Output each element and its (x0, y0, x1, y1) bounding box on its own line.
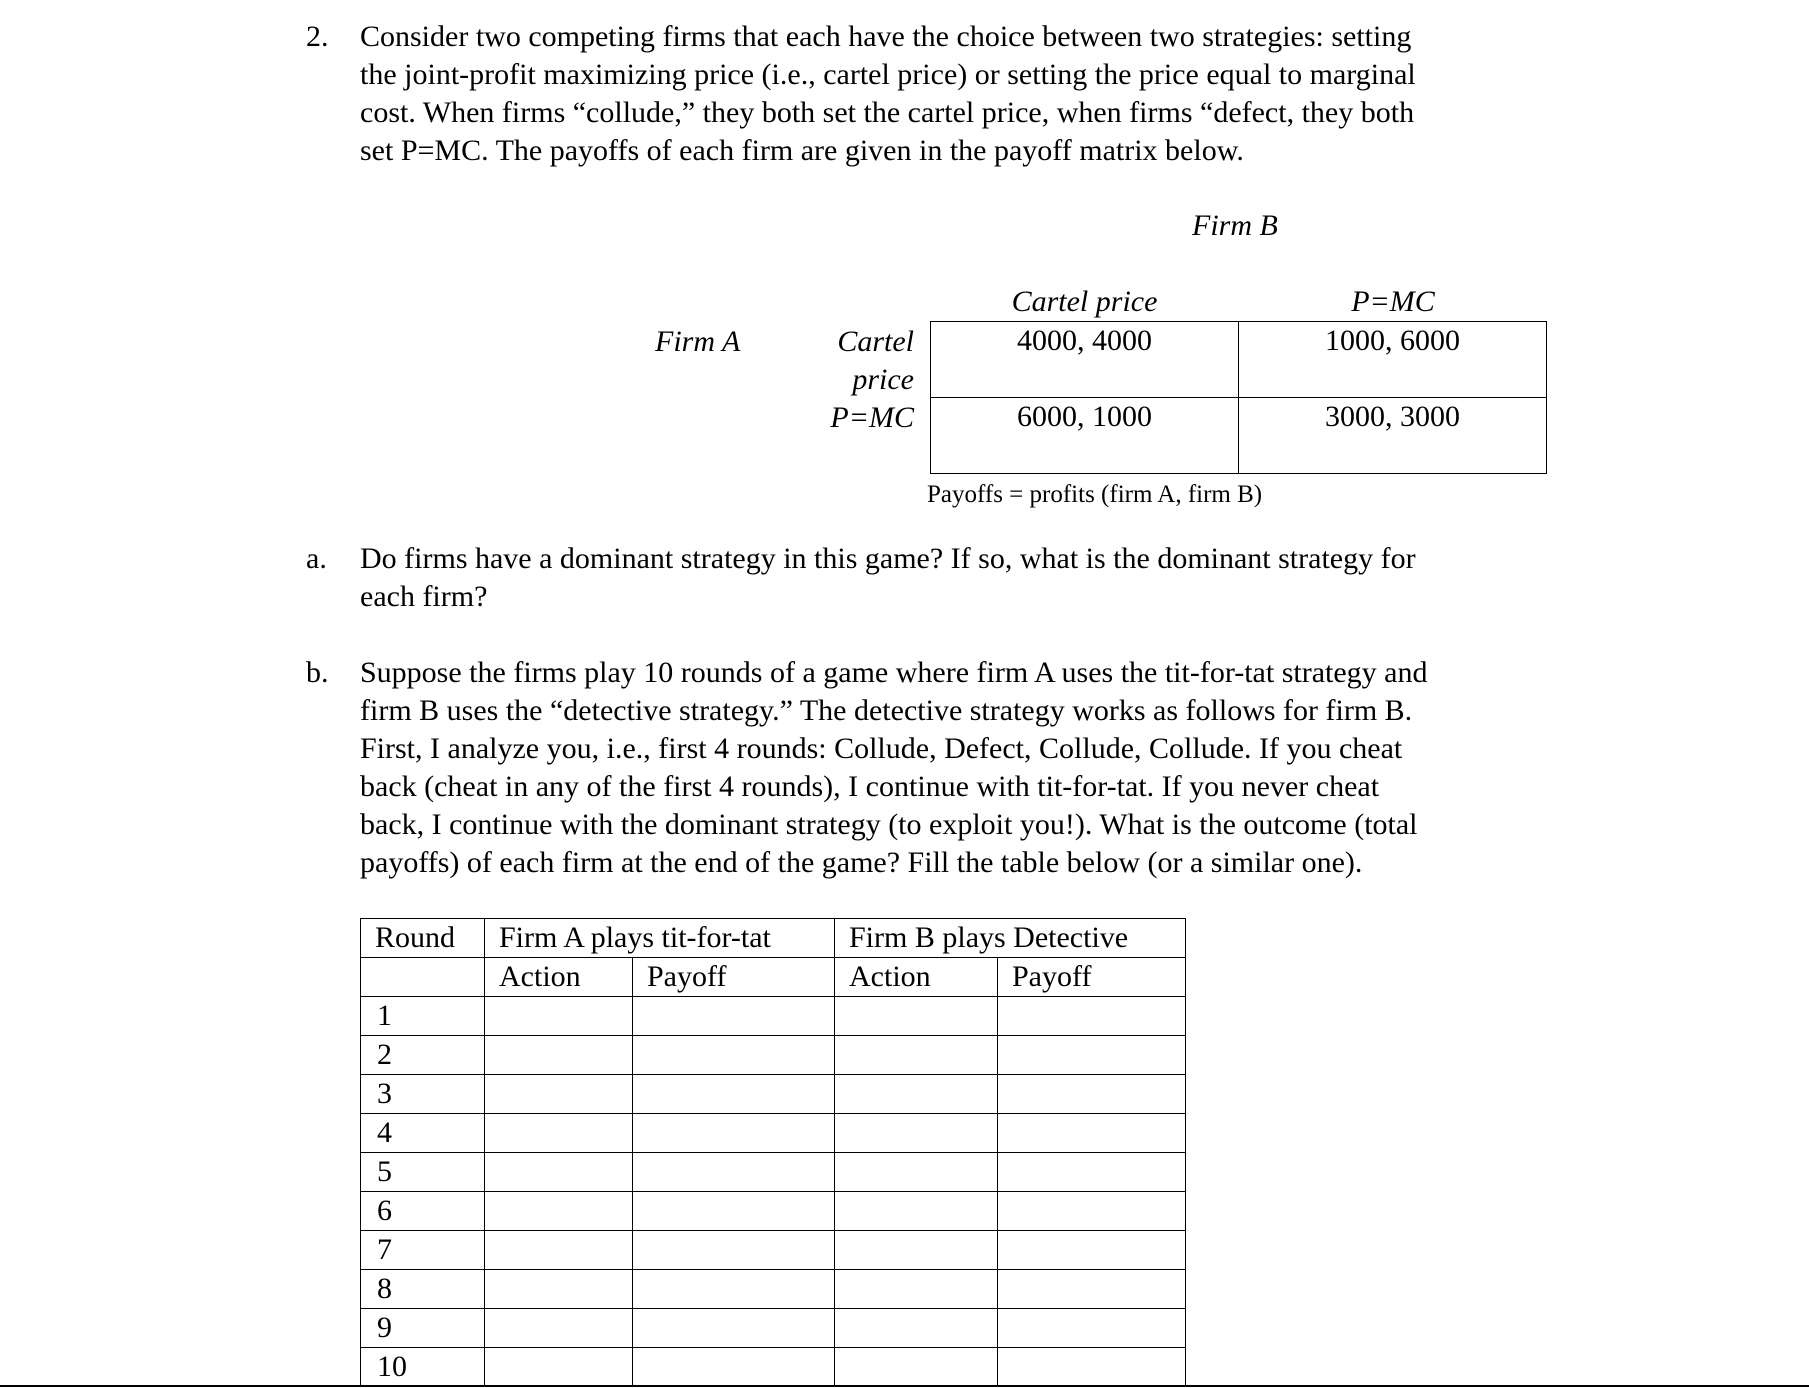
empty-cell (361, 958, 485, 997)
firm-b-action-cell[interactable] (835, 1153, 998, 1192)
part-a-text (360, 540, 1560, 616)
firm-b-payoff-cell[interactable] (998, 1231, 1186, 1270)
firm-b-action-cell[interactable] (835, 1309, 998, 1348)
firm-a-action-cell[interactable] (485, 1192, 633, 1231)
table-row (361, 1231, 1186, 1270)
table-row (361, 1036, 1186, 1075)
firm-b-action-cell[interactable] (835, 997, 998, 1036)
firm-a-action-cell[interactable] (485, 1075, 633, 1114)
question-text (360, 18, 1560, 170)
firm-b-payoff-cell[interactable] (998, 1309, 1186, 1348)
firm-a-payoff-cell[interactable] (633, 1192, 835, 1231)
firm-a-action-cell[interactable] (485, 1309, 633, 1348)
text-line: Suppose the firms play 10 rounds of a game where firm A uses the tit-for-tat strategy and (360, 656, 1428, 689)
round-header: Round (361, 919, 485, 958)
text-line: Do firms have a dominant strategy in this game? If so, what is the dominant strategy for (360, 542, 1416, 575)
round-number: 2 (361, 1036, 485, 1075)
round-number: 9 (361, 1309, 485, 1348)
firm-a-action-cell[interactable] (485, 1114, 633, 1153)
firm-b-action-cell[interactable] (835, 1231, 998, 1270)
firm-a-payoff-cell[interactable] (633, 1270, 835, 1309)
table-row (361, 1309, 1186, 1348)
cell-pmc-cartel: 6000, 1000 (931, 398, 1239, 474)
firm-a-action-cell[interactable] (485, 997, 633, 1036)
firm-a-header: Firm A plays tit-for-tat (485, 919, 835, 958)
firm-b-payoff-cell[interactable] (998, 1192, 1186, 1231)
text-line: firm B uses the “detective strategy.” The detective strategy works as follows for firm B. (360, 694, 1413, 727)
firm-b-payoff-cell[interactable] (998, 1075, 1186, 1114)
table-subheader-row (361, 958, 1186, 997)
part-a-label: a. (306, 542, 327, 575)
round-number: 3 (361, 1075, 485, 1114)
round-number: 1 (361, 997, 485, 1036)
text-line: each firm? (360, 580, 488, 613)
cell-pmc-pmc: 3000, 3000 (1239, 398, 1547, 474)
col-label-pmc: P=MC (1351, 285, 1435, 318)
firm-b-payoff-cell[interactable] (998, 1153, 1186, 1192)
firm-a-action-cell[interactable] (485, 1153, 633, 1192)
firm-a-payoff-cell[interactable] (633, 1114, 835, 1153)
firm-a-payoff-cell[interactable] (633, 1309, 835, 1348)
firm-b-payoff-cell[interactable] (998, 1270, 1186, 1309)
matrix-caption: Payoffs = profits (firm A, firm B) (927, 481, 1263, 508)
firm-b-action-cell[interactable] (835, 1036, 998, 1075)
text-line: First, I analyze you, i.e., first 4 rounds: Collude, Defect, Collude, Collude. If you cheat (360, 732, 1403, 765)
firm-b-action-cell[interactable] (835, 1075, 998, 1114)
table-row (361, 1348, 1186, 1387)
firm-a-payoff-cell[interactable] (633, 1231, 835, 1270)
firm-b-action-cell[interactable] (835, 1270, 998, 1309)
text-line: back (cheat in any of the first 4 rounds), I continue with tit-for-tat. If you never cheat (360, 770, 1380, 803)
text-line: back, I continue with the dominant strategy (to exploit you!). What is the outcome (total (360, 808, 1418, 841)
text-line: cost. When firms “collude,” they both set the cartel price, when firms “defect, they both (360, 96, 1415, 129)
firm-a-payoff-cell[interactable] (633, 997, 835, 1036)
firm-a-action-cell[interactable] (485, 1270, 633, 1309)
round-number: 5 (361, 1153, 485, 1192)
question-number: 2. (306, 20, 329, 53)
round-number: 6 (361, 1192, 485, 1231)
table-row (361, 1192, 1186, 1231)
round-number: 4 (361, 1114, 485, 1153)
table-row (361, 1153, 1186, 1192)
firm-b-action-cell[interactable] (835, 1192, 998, 1231)
table-row (361, 1114, 1186, 1153)
firm-b-action-cell[interactable] (835, 1348, 998, 1387)
round-number: 7 (361, 1231, 485, 1270)
firm-a-payoff-cell[interactable] (633, 1153, 835, 1192)
firm-b-action-cell[interactable] (835, 1114, 998, 1153)
firm-b-header: Firm B plays Detective (835, 919, 1186, 958)
row-label-price: price (852, 363, 914, 396)
firm-a-payoff-cell[interactable] (633, 1075, 835, 1114)
row-label-cartel: Cartel (837, 325, 914, 358)
firm-a-action-cell[interactable] (485, 1036, 633, 1075)
cell-cartel-pmc: 1000, 6000 (1239, 322, 1547, 398)
col-label-cartel: Cartel price (1011, 285, 1158, 318)
payoff-matrix (930, 321, 1547, 474)
round-number: 10 (361, 1348, 485, 1387)
firm-a-action-header: Action (485, 958, 633, 997)
firm-a-payoff-cell[interactable] (633, 1348, 835, 1387)
firm-b-payoff-header: Payoff (998, 958, 1186, 997)
round-number: 8 (361, 1270, 485, 1309)
firm-b-payoff-cell[interactable] (998, 1036, 1186, 1075)
firm-b-payoff-cell[interactable] (998, 1348, 1186, 1387)
table-row (361, 997, 1186, 1036)
table-row (361, 1270, 1186, 1309)
table-row (361, 1075, 1186, 1114)
page-bottom-rule (0, 1385, 1809, 1387)
firm-b-action-header: Action (835, 958, 998, 997)
text-line: set P=MC. The payoffs of each firm are given in the payoff matrix below. (360, 134, 1244, 167)
text-line: Consider two competing firms that each have the choice between two strategies: setting (360, 20, 1412, 53)
part-b-label: b. (306, 656, 329, 689)
table-header-row (361, 919, 1186, 958)
row-label-pmc: P=MC (830, 401, 914, 434)
firm-a-payoff-header: Payoff (633, 958, 835, 997)
text-line: payoffs) of each firm at the end of the game? Fill the table below (or a similar one). (360, 846, 1363, 879)
firm-b-payoff-cell[interactable] (998, 1114, 1186, 1153)
rounds-table (360, 918, 1186, 1387)
firm-a-payoff-cell[interactable] (633, 1036, 835, 1075)
firm-b-label: Firm B (1192, 209, 1278, 242)
part-b-text (360, 654, 1560, 882)
firm-a-label: Firm A (655, 325, 741, 358)
firm-b-payoff-cell[interactable] (998, 997, 1186, 1036)
firm-a-action-cell[interactable] (485, 1231, 633, 1270)
cell-cartel-cartel: 4000, 4000 (931, 322, 1239, 398)
firm-a-action-cell[interactable] (485, 1348, 633, 1387)
text-line: the joint-profit maximizing price (i.e., cartel price) or setting the price equal to marginal (360, 58, 1416, 91)
